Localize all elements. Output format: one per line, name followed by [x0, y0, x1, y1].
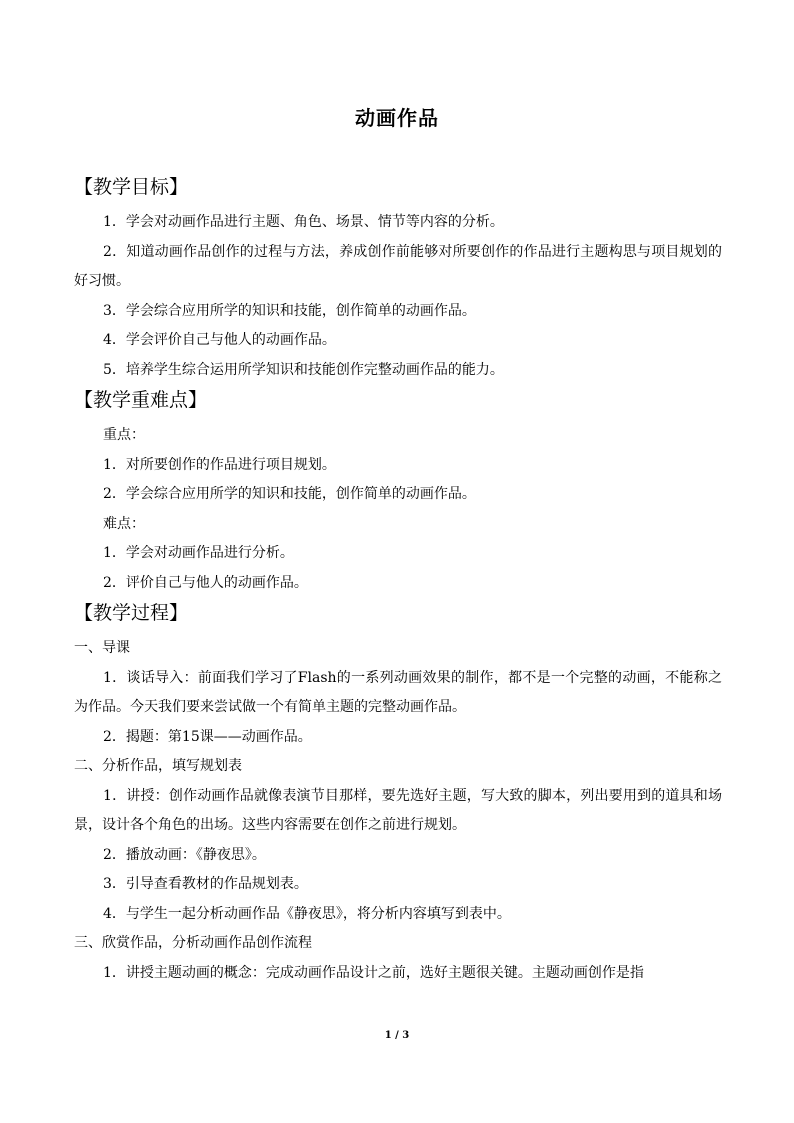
- goal-item: 2．知道动画作品创作的过程与方法，养成创作前能够对所要创作的作品进行主题构思与项目规划的好习惯。: [74, 243, 722, 289]
- goal-item: 4．学会评价自己与他人的动画作品。: [103, 332, 336, 348]
- difficulty-item: 2．评价自己与他人的动画作品。: [103, 574, 308, 591]
- process-item: 1．讲授：创作动画作品就像表演节目那样，要先选好主题，写大致的脚本，列出要用到的道具和场景，设计各个角色的出场。这些内容需要在创作之前进行规划。: [74, 787, 722, 833]
- goal-item: 5．培养学生综合运用所学知识和技能创作完整动画作品的能力。: [103, 361, 504, 378]
- difficulty-item: 1．学会对动画作品进行分析。: [103, 545, 294, 561]
- process-item: 3．引导查看教材的作品规划表。: [103, 876, 308, 892]
- section-heading-process: 【教学过程】: [74, 602, 189, 624]
- document-title: 动画作品: [355, 106, 439, 130]
- process-part-title: 二、分析作品，填写规划表: [74, 758, 242, 774]
- process-item: 4．与学生一起分析动画作品《静夜思》，将分析内容填写到表中。: [103, 905, 511, 922]
- process-item: 2．播放动画：《静夜思》。: [103, 846, 266, 863]
- process-item: 2．揭题：第15课——动画作品。: [103, 728, 312, 745]
- process-item: 1．讲授主题动画的概念：完成动画作品设计之前，选好主题很关键。主题动画创作是指: [103, 964, 644, 981]
- process-item: 1．谈话导入：前面我们学习了Flash的一系列动画效果的制作，都不是一个完整的动画，不能称之为作品。今天我们要来尝试做一个有简单主题的完整动画作品。: [74, 669, 722, 715]
- page-number: 1 / 3: [384, 1030, 410, 1041]
- goal-item: 1．学会对动画作品进行主题、角色、场景、情节等内容的分析。: [103, 214, 504, 230]
- focus-label: 重点：: [103, 427, 145, 443]
- section-heading-goals: 【教学目标】: [74, 176, 189, 198]
- process-part-title: 一、导课: [74, 640, 130, 656]
- focus-item: 2．学会综合应用所学的知识和技能，创作简单的动画作品。: [103, 486, 476, 502]
- difficulty-label: 难点：: [103, 515, 145, 532]
- section-heading-key-points: 【教学重难点】: [74, 389, 208, 411]
- focus-item: 1．对所要创作的作品进行项目规划。: [103, 456, 336, 473]
- document-body: [74, 172, 722, 988]
- goal-item: 3．学会综合应用所学的知识和技能，创作简单的动画作品。: [103, 302, 476, 319]
- process-part-title: 三、欣赏作品，分析动画作品创作流程: [74, 935, 312, 951]
